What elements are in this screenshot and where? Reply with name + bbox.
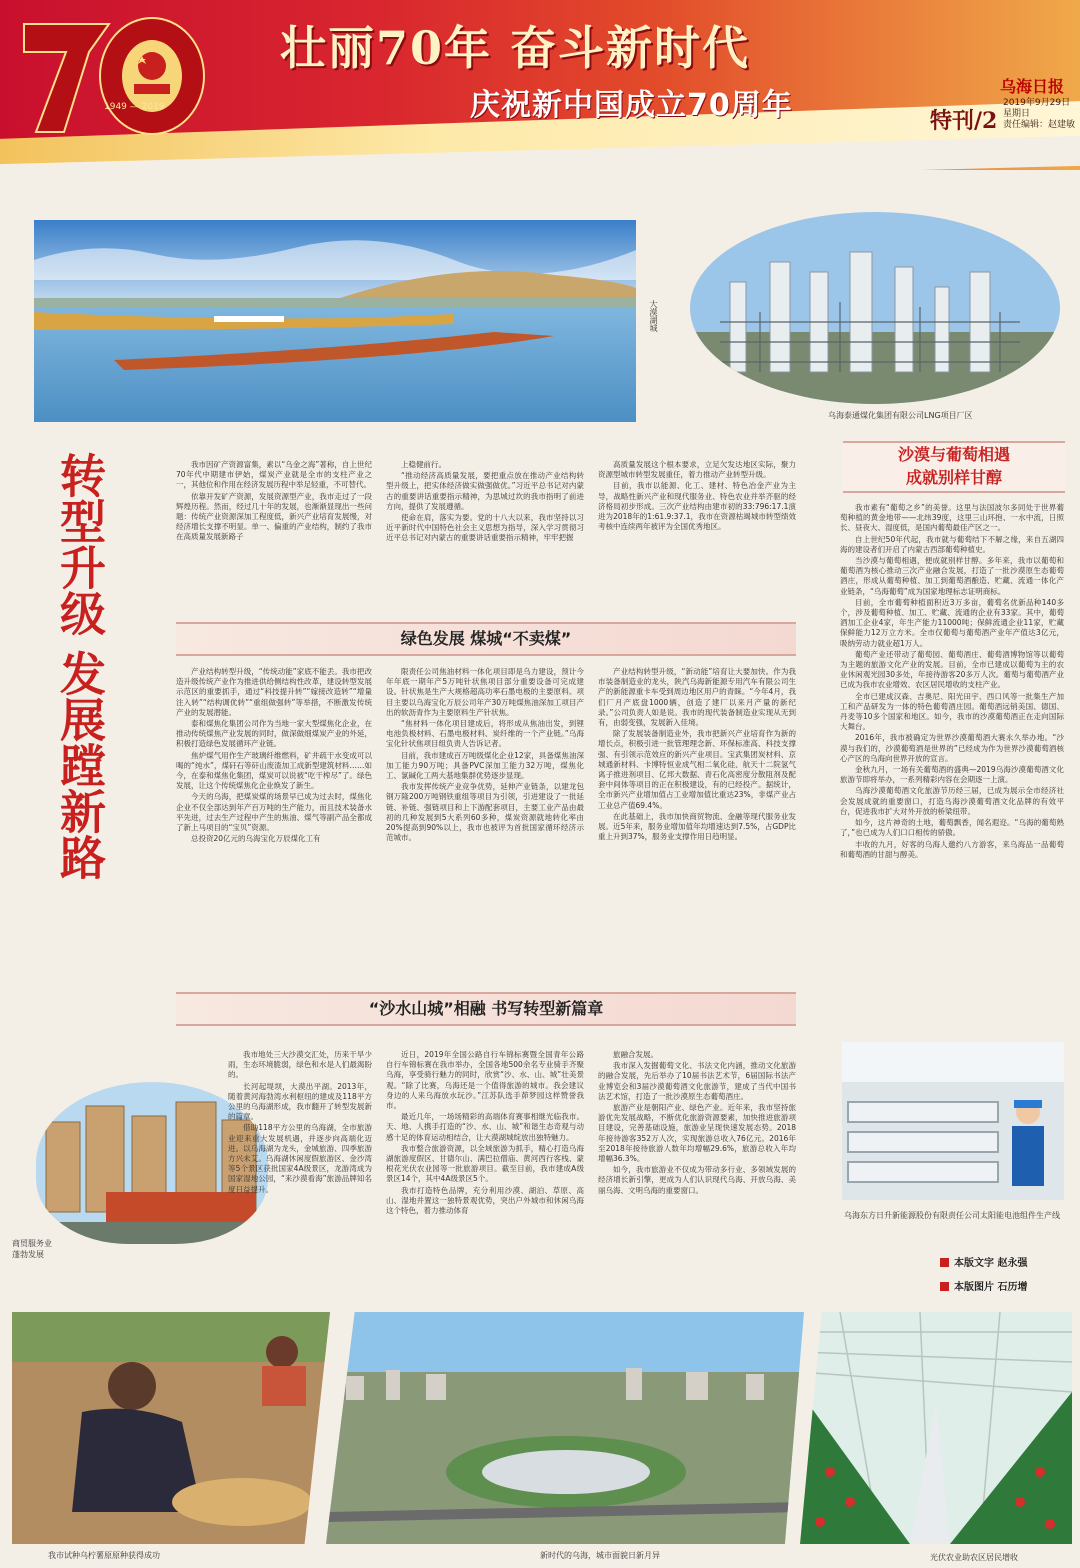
paragraph: 除了发展装备制造业外，我市把新兴产业培育作为新的增长点，积极引进一批管理理念新、环保标准高、科技支撑强、有引领示范效应的新兴产业项目。宝武集团炭材料、京城通新材料、卡博特恒业成气相二氧化硅、航天十二院氢气离子推进剂项目、亿邦大数据、青石化高密度分散阻剂及配套中间体等项目的正在积极建设，有的已经投产。据统计，全市新兴产业增加值占工业增加值比重达23%，非煤产业占工业总产值69.4%。 bbox=[598, 729, 796, 810]
paragraph: 旅融合发展。 bbox=[613, 1050, 658, 1059]
paragraph: 葡萄产业还带动了葡萄园、葡萄酒庄、葡萄酒博物馆等以葡萄为主题的旅游文化产业的发展。目前，全市已建成以葡萄为主的农业休闲观光园30多处，年接待游客20多万人次。葡萄与葡萄酒产业已成为我市农业增效、农区居民增收的支柱产业。 bbox=[840, 649, 1064, 690]
paragraph: 使命在肩，落实为要。党的十八大以来，我市坚持以习近平新时代中国特色社会主义思想为指导，深入学习贯彻习近平总书记对内蒙古的重要讲话重要指示精神，牢牢把握 bbox=[386, 513, 584, 543]
paragraph: 借助118平方公里的乌海湖，全市旅游业迎来重大发展机遇，并逐步向高端化迈进。以乌海湖为龙头，金城旅游、四季旅游方兴未艾。乌海湖休闲度假旅游区、金沙湾等5个景区获批国家4A级景区，龙游湾成为国家湿地公园，“来沙漠看海”旅游品牌知名度日益提升。 bbox=[228, 1123, 372, 1194]
intro-column-3 bbox=[598, 460, 796, 610]
paragraph: 目前，我市以能源、化工、建材、特色冶金产业为主导，战略性新兴产业和现代服务业、特色农业并举齐驱的经济格局初步形成。三次产业结构由建市初的33:796:17.1演进为2018年的1:61.9:37.1，我市在资源枯竭城市转型绩效考核中连续两年被评为全国优秀地区。 bbox=[598, 481, 796, 532]
paragraph: 目前，我市建成百万吨级煤化企业12家，具备煤焦油深加工能力90万吨；具备PVC深加工能力32万吨，煤焦化工、氯碱化工两大基地集群优势逐步显现。 bbox=[386, 750, 584, 781]
green-column-2 bbox=[386, 667, 584, 989]
paragraph: 限责任公司焦油材料一体化项目即是乌力建设，预计今年年底一期年产5万吨针状焦项目部分重要设备可完成建设。针状焦是生产大规格超高功率石墨电极的主要原料。项目主要以乌海宝化万辰公司年产30万吨煤焦油深加工项目产出的软沥青作为主要原料生产针状焦。 bbox=[386, 667, 584, 717]
text-credit-label: 本版文字 赵永强 bbox=[954, 1258, 1028, 1269]
paragraph: 旅游产业是朝阳产业、绿色产业。近年来，我市坚持旅游优先发展战略，不断优化旅游资源要素，加快推进旅游项目建设，完善基础设施，旅游业呈现快速发展态势。2018年接待游客352万人次，实现旅游总收入76亿元。2016年至2018年接待旅游人数年均增幅29.6%，旅游总收入年均增幅36.3%。 bbox=[598, 1103, 796, 1164]
grape-heading-line-2: 成就别样甘醇 bbox=[905, 468, 1002, 487]
paragraph: 高质量发展这个根本要求，立足欠发达地区实际，聚力资源型城市转型发展重任，着力推动产业转型升级。 bbox=[598, 460, 796, 480]
photo-credit-label: 本版图片 石历增 bbox=[954, 1282, 1028, 1293]
paragraph: 2016年，我市被确定为世界沙漠葡萄酒大赛永久举办地。“沙漠与我们的，沙漠葡萄酒是世界的”已经成为作为世界沙漠葡萄酒核心产区的乌海向世界开放的宣言。 bbox=[840, 733, 1064, 763]
green-column-3 bbox=[598, 667, 796, 989]
greenhouse-photo bbox=[800, 1312, 1072, 1544]
page-credits bbox=[940, 1252, 1027, 1300]
paragraph: 上稳健前行。 bbox=[401, 460, 446, 469]
intro-column-2 bbox=[386, 460, 584, 610]
issue-date: 2019年9月29日 bbox=[1003, 98, 1071, 108]
masthead-subtitle: 庆祝新中国成立70周年 bbox=[470, 88, 793, 123]
anniversary-70-logo bbox=[14, 4, 214, 144]
desert-column-1 bbox=[228, 1050, 372, 1286]
paragraph: 全市已建成汉森、吉奥尼、阳光田宇、西口风等一批集生产加工和产品研发为一体的特色葡萄酒庄园。葡萄酒远销美国、德国、丹麦等10多个国家和地区。如今，我市的沙漠葡萄酒正在走向国际大舞台。 bbox=[840, 691, 1064, 732]
issue-weekday: 星期日 bbox=[1003, 109, 1031, 119]
paragraph: 近日，2019年全国公路自行车锦标赛暨全国青年公路自行车锦标赛在我市举办，全国各地500余名专业骑手齐聚乌海，享受骑行魅力的同时，欣赏“沙、水、山、城”壮美景观。“除了比赛，乌海还是一个值得旅游的城市。我会建议身边的人来乌海放水玩沙。”江苏队选手茆梦园这样赞誉我市。 bbox=[386, 1050, 584, 1111]
green-development-heading: 绿色发展 煤城“不卖煤” bbox=[400, 629, 572, 648]
paragraph: 我市素有“葡萄之乡”的美誉。这里与法国波尔多同处于世界葡萄种植的黄金地带——北纬39度，这里三山环抱、一水中流，日照长、昼夜大、湿度低，是国内葡萄最佳产区之一。 bbox=[840, 503, 1064, 533]
solar-factory-photo bbox=[842, 1042, 1064, 1200]
paragraph: 自上世纪50年代起，我市就与葡萄结下不解之缘，来自五湖四海的建设者们开启了内蒙古西部葡萄种植史。 bbox=[840, 534, 1064, 554]
intro-column-1 bbox=[176, 460, 372, 610]
lng-plant-photo bbox=[690, 212, 1060, 404]
paragraph: 我市打造特色品牌，充分利用沙漠、湖泊、草原、高山、湿地并置这一独特景观优势，突出户外城市和休闲乌海这个特色，着力推动体育 bbox=[386, 1185, 584, 1216]
paragraph: 长河起堤坝，大漠出平湖。2013年，随着黄河海勃湾水利枢纽的建成及118平方公里的乌海湖形成，我市翻开了转型发展新的篇章。 bbox=[228, 1081, 372, 1122]
paragraph: 在此基础上，我市加快商贸物流、金融等现代服务业发展。近5年来，服务业增加值年均增速达到7.5%，占GDP比重上升到37%，服务业支撑作用日趋明显。 bbox=[598, 811, 796, 842]
green-development-banner bbox=[176, 622, 796, 656]
paragraph: 最近几年，一场场精彩的高端体育赛事相继光临我市。天、地、人携手打造的“沙、水、山、城”和谐生态奇观与动感十足的体育运动相结合，让大漠湖城绽放出独特魅力。 bbox=[386, 1112, 584, 1142]
farmers-caption: 我市试种乌柠薯原原种获得成功 bbox=[48, 1551, 160, 1560]
paragraph: 我市地处三大沙漠交汇处，历来干旱少雨，生态环境脆弱，绿色和水是人们最渴盼的。 bbox=[228, 1050, 372, 1080]
lake-photo bbox=[34, 220, 636, 422]
paragraph: 今天的乌海，把煤炭煤的场景早已成为过去时，煤焦化企业不仅全部达到年产百万吨的生产能力，而且技术装备水平先进，过去生产过程中产生的焦油、煤气等副产品全都成了新上马项目的“宝贝”资源。 bbox=[176, 792, 372, 833]
masthead-title: 壮丽70年 奋斗新时代 bbox=[280, 21, 751, 75]
paragraph: 丰收的九月，好客的乌海人邀约八方游客，来乌海品一品葡萄和葡萄酒的甘甜与醇美。 bbox=[840, 839, 1064, 859]
grape-section-heading bbox=[843, 441, 1065, 493]
logo-years: 1949 — 2019 bbox=[104, 102, 165, 112]
green-column-1 bbox=[176, 667, 372, 989]
greenhouse-caption: 光伏农业助农区居民增收 bbox=[930, 1553, 1018, 1562]
paragraph: 目前，全市葡萄种植面积近3万多亩，葡萄名优新品种140多个，涉及葡萄种植、加工、贮藏、流通的企业有33家。其中，葡萄酒加工企业4家，年生产能力11000吨；保鲜流通企业11家，贮藏保鲜能力12万立方米。全市仅葡萄与葡萄酒产业年产值达3亿元，吸纳劳动力就业超1万人。 bbox=[840, 597, 1064, 648]
paper-name: 乌海日报 bbox=[1000, 77, 1065, 96]
paragraph: 依靠开发矿产资源，发展资源型产业，我市走过了一段辉煌历程。然而，经过几十年的发展，也渐渐显现出一些问题：传统产业资源深加工程度低，新兴产业培育发展慢，对经济增长支撑不明显。单一、偏重的产业结构，制约了我市在高质量发展新路子 bbox=[176, 491, 372, 542]
red-square-icon bbox=[940, 1282, 949, 1291]
photo-credit bbox=[940, 1276, 1027, 1300]
desert-city-heading: “沙水山城”相融 书写转型新篇章 bbox=[368, 999, 604, 1018]
issue-meta bbox=[1003, 98, 1075, 131]
paragraph: 乌海沙漠葡萄酒文化旅游节历经三届，已成为展示全市经济社会发展成就的重要窗口，打造乌海沙漠葡萄酒文化品牌的有效平台，促进我市扩大对外开放的桥梁纽带。 bbox=[840, 786, 1064, 816]
city-caption: 新时代的乌海，城市面貌日新月异 bbox=[540, 1551, 660, 1560]
paragraph: 如今，我市旅游业不仅成为带动多行业、多领域发展的经济增长新引擎，更成为人们认识现代乌海、开放乌海、美丽乌海、文明乌海的重要窗口。 bbox=[598, 1165, 796, 1195]
lake-caption: 大漠湖城 bbox=[649, 300, 658, 332]
desert-city-banner bbox=[176, 992, 796, 1026]
farmers-photo bbox=[12, 1312, 330, 1544]
paragraph: 如今，这片神奇的土地，葡萄飘香，闻名遐迩。“乌海的葡萄熟了，”也已成为人们口口相传的骄傲。 bbox=[840, 818, 1064, 838]
paragraph: 当沙漠与葡萄相遇，便成就别样甘醇。多年来，我市以葡萄和葡萄酒为核心推动三次产业融合发展，打造了一批沙漠原生态葡萄酒庄，形成从葡萄种植、加工到葡萄酒酿造、贮藏、流通一体化产业链条，“乌海葡萄”成为国家地理标志证明商标。 bbox=[840, 556, 1064, 596]
text-credit bbox=[940, 1252, 1027, 1276]
paragraph: 产业结构转型升级，“传统动能”家底不能丢。我市把改造升级传统产业作为推进供给侧结构性改革，建设转型发展示范区的重要抓手，通过“科技提升转”“嫁接改造转”“增量注入转”“结构调优转”“重组做强转”等举措，不断激发传统产业的发展潜能。 bbox=[176, 667, 372, 717]
red-square-icon bbox=[940, 1258, 949, 1267]
masthead bbox=[0, 0, 1080, 170]
paragraph: 我市深入发掘葡萄文化、书法文化内涵，推动文化旅游的融合发展，先后举办了10届书法艺术节，6届国际书法产业博览会和3届沙漠葡萄酒文化旅游节，建成了当代中国书法艺术馆，打造了一批沙漠原生态葡萄酒庄。 bbox=[598, 1061, 796, 1101]
paragraph: 产业结构转型升级，“新动能”培育让大要加快。作为我市装备制造业的龙头，陕汽乌海新能源专用汽车有限公司生产的新能源重卡车受到周边地区用户的青睐。“今年4月，我们厂月产底盘1000辆，创造了建厂以来月产量的新纪录。”公司负责人如是说。我市的现代装备制造业实现从无到有，由弱变强，发展新入佳境。 bbox=[598, 667, 796, 728]
grape-heading-line-1: 沙漠与葡萄相遇 bbox=[897, 445, 1010, 464]
paragraph: 我市发挥传统产业竞争优势，延伸产业链条，以建龙包钢万隆200万吨钢铁重组等项目为引领，引进建设了一批延链、补链、强链项目和上下游配套项目，主要工业产品由最初的几种发展到5大系列60多种，煤炭资源就地转化率由20%提高到90%以上，我市也被评为首批国家循环经济示范城市。 bbox=[386, 782, 584, 843]
paragraph: 我市整合旅游资源，以全域旅游为抓手，精心打造乌海湖旅游度假区、甘德尔山、满巴拉僧庙、黄河西行客栈、蒙根花光伏农业园等一批旅游项目。截至目前，我市建成A级景区14个，其中4A级景区5个。 bbox=[386, 1143, 584, 1184]
city-aerial-photo bbox=[326, 1312, 804, 1544]
headline-part-1: 转型升级 bbox=[53, 452, 107, 636]
desert-column-3 bbox=[598, 1050, 796, 1286]
paragraph: 焦炉煤气用作生产玻璃纤维燃料，矿井疏干水变成可以喝的“纯水”，煤矸石等矸山废渣加工成新型建筑材料……如今，在泰和煤焦化集团，煤炭可以说被“吃干榨尽”了。绿色发展，让这个传统煤焦化企业焕发了新生。 bbox=[176, 750, 372, 791]
desert-column-2 bbox=[386, 1050, 584, 1286]
special-issue-label: 特刊/2 bbox=[930, 108, 998, 134]
mall-caption: 商贸服务业蓬勃发展 bbox=[12, 1239, 52, 1259]
headline-part-2: 发展蹚新路 bbox=[53, 650, 107, 880]
issue-editor: 责任编辑：赵建敏 bbox=[1003, 120, 1076, 130]
solar-caption: 乌海东方日升新能源股份有限责任公司太阳能电池组件生产线 bbox=[844, 1211, 1060, 1220]
grape-article bbox=[840, 503, 1064, 1031]
paragraph: “焦材料一体化项目建成后，将形成从焦油出发，到锂电池负极材料、石墨电极材料、炭纤维的一个产业链。”乌海宝化针状焦项目组负责人告诉记者。 bbox=[386, 719, 584, 749]
paragraph: 金秋九月，一场有关葡萄酒的盛典—2019乌海沙漠葡萄酒文化旅游节即将举办，一系列精彩内容在会期逐一上演。 bbox=[840, 765, 1064, 785]
lng-plant-caption: 乌海泰通煤化集团有限公司LNG项目厂区 bbox=[828, 411, 973, 420]
paragraph: “推动经济高质量发展，要把重点放在推动产业结构转型升级上，把实体经济做实做强做优。”习近平总书记对内蒙古的重要讲话重要指示精神，为思城过坎的我市指明了前进方向，提供了发展遵循。 bbox=[386, 471, 584, 511]
paragraph: 泰和煤焦化集团公司作为当地一家大型煤焦化企业，在推动传统煤焦产业发展的同时，做深做细煤炭产业的外延，积极打造绿色发展循环产业链。 bbox=[176, 719, 372, 749]
main-headline bbox=[44, 452, 116, 880]
paragraph: 我市因矿产资源富集，素以“乌金之海”著称，自上世纪70年代中期建市伊始，煤炭产业就是全市的支柱产业之一，其他位和作用在经济发展历程中举足轻重，不可替代。 bbox=[176, 460, 372, 490]
paragraph: 总投资20亿元的乌海宝化万辰煤化工有 bbox=[191, 834, 321, 844]
